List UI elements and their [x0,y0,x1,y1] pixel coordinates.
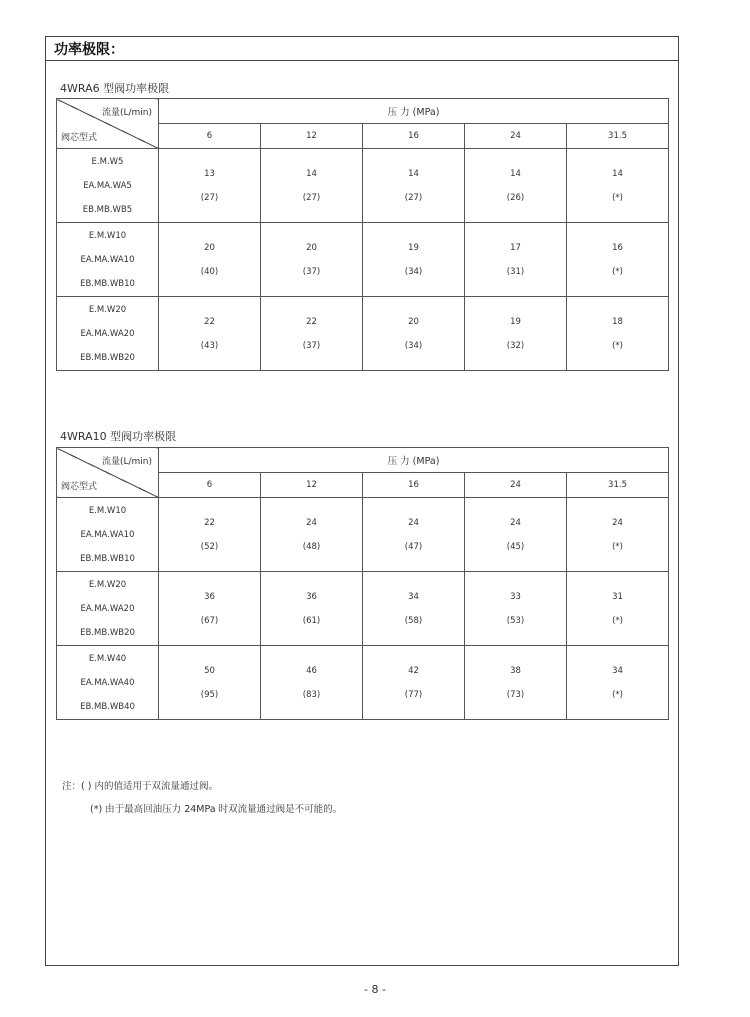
spool-name: E.M.W5 [91,156,124,167]
dual-flow-value: (31) [506,266,525,277]
table-row [57,572,669,646]
pressure-value: 6 [159,124,261,149]
dual-flow-value: (73) [506,689,525,700]
table-row [57,498,669,572]
spool-name: EA.MA.WA5 [83,180,132,191]
dual-flow-value: (27) [404,192,423,203]
value-cell [465,297,567,371]
spool-name: EB.MB.WB10 [80,553,135,564]
table-row [57,297,669,371]
dual-flow-value: (77) [404,689,423,700]
dual-flow-value: (37) [302,340,321,351]
single-flow-value: 13 [204,168,215,179]
value-cell [159,572,261,646]
value-cell [567,498,669,572]
value-cell [567,223,669,297]
single-flow-value: 14 [510,168,521,179]
spool-cell [57,149,159,223]
pressure-value: 16 [363,124,465,149]
spool-name: EA.MA.WA40 [80,677,135,688]
spool-name: EA.MA.WA20 [80,603,135,614]
single-flow-value: 20 [306,242,317,253]
spool-cell [57,572,159,646]
dual-flow-value: (45) [506,541,525,552]
corner-cell [57,448,159,498]
spool-name: EA.MA.WA10 [80,529,135,540]
page-number: - 8 - [364,983,386,996]
single-flow-value: 36 [306,591,317,602]
table-caption: 4WRA10 型阀功率极限 [60,430,177,443]
spool-type-header: 阀芯型式 [61,482,98,492]
single-flow-value: 14 [612,168,623,179]
dual-flow-value: (58) [404,615,423,626]
value-cell [363,646,465,720]
header-row [57,448,669,473]
dual-flow-value: (34) [404,340,423,351]
value-cell [363,149,465,223]
dual-flow-value: (26) [506,192,525,203]
spool-name: E.M.W10 [88,230,127,241]
pressure-value: 31.5 [567,473,669,498]
header-bar [46,37,678,61]
value-cell [567,572,669,646]
spool-name: E.M.W10 [88,505,127,516]
note-asterisk: (*) 由于最高回油压力 24MPa 时双流量通过阀是不可能的。 [90,804,343,815]
single-flow-value: 24 [408,517,419,528]
pressure-header: 压 力 (MPa) [159,448,669,473]
spool-name: E.M.W20 [88,579,127,590]
value-cell [363,297,465,371]
corner-cell [57,99,159,149]
dual-flow-value: (*) [612,340,623,351]
pressure-value: 12 [261,124,363,149]
single-flow-value: 22 [204,517,215,528]
single-flow-value: 17 [510,242,521,253]
dual-flow-value: (52) [200,541,219,552]
dual-flow-value: (48) [302,541,321,552]
value-cell [465,149,567,223]
spool-name: EB.MB.WB20 [80,352,135,363]
value-cell [465,498,567,572]
value-cell [261,572,363,646]
value-cell [363,223,465,297]
pressure-value: 24 [465,473,567,498]
page-heading: 功率极限： [54,42,124,58]
spool-name: EB.MB.WB20 [80,627,135,638]
table-row [57,223,669,297]
dual-flow-value: (*) [612,541,623,552]
single-flow-value: 24 [612,517,623,528]
pressure-value: 16 [363,473,465,498]
value-cell [261,646,363,720]
single-flow-value: 22 [306,316,317,327]
single-flow-value: 34 [408,591,419,602]
value-cell [159,149,261,223]
dual-flow-value: (37) [302,266,321,277]
dual-flow-value: (*) [612,615,623,626]
note-dual-flow: 注：( ) 内的值适用于双流量通过阀。 [62,781,218,792]
spool-cell [57,498,159,572]
dual-flow-value: (43) [200,340,219,351]
power-limit-table-4wra6 [56,98,669,371]
single-flow-value: 31 [612,591,623,602]
dual-flow-value: (40) [200,266,219,277]
single-flow-value: 18 [612,316,623,327]
table-caption: 4WRA6 型阀功率极限 [60,82,170,95]
pressure-value: 31.5 [567,124,669,149]
value-cell [363,572,465,646]
single-flow-value: 46 [306,665,317,676]
value-cell [159,223,261,297]
dual-flow-value: (83) [302,689,321,700]
spool-name: EB.MB.WB5 [82,204,133,215]
dual-flow-value: (32) [506,340,525,351]
spool-name: E.M.W20 [88,304,127,315]
value-cell [159,498,261,572]
single-flow-value: 24 [306,517,317,528]
value-cell [261,223,363,297]
spool-name: EA.MA.WA10 [80,254,135,265]
dual-flow-value: (67) [200,615,219,626]
value-cell [261,297,363,371]
spool-cell [57,646,159,720]
power-limit-table-4wra10 [56,447,669,720]
single-flow-value: 20 [204,242,215,253]
dual-flow-value: (61) [302,615,321,626]
single-flow-value: 33 [510,591,521,602]
flow-header: 流量(L/min) [101,457,152,467]
value-cell [567,149,669,223]
dual-flow-value: (27) [200,192,219,203]
dual-flow-value: (34) [404,266,423,277]
value-cell [159,297,261,371]
table-row [57,149,669,223]
single-flow-value: 38 [510,665,521,676]
spool-cell [57,297,159,371]
spool-name: EB.MB.WB10 [80,278,135,289]
value-cell [261,149,363,223]
pressure-value: 6 [159,473,261,498]
table-row [57,646,669,720]
dual-flow-value: (53) [506,615,525,626]
value-cell [567,646,669,720]
single-flow-value: 19 [510,316,521,327]
value-cell [465,572,567,646]
spool-name: EA.MA.WA20 [80,328,135,339]
dual-flow-value: (47) [404,541,423,552]
value-cell [567,297,669,371]
dual-flow-value: (95) [200,689,219,700]
value-cell [465,646,567,720]
spool-name: E.M.W40 [88,653,127,664]
single-flow-value: 19 [408,242,419,253]
spool-type-header: 阀芯型式 [61,133,98,143]
single-flow-value: 36 [204,591,215,602]
spool-name: EB.MB.WB40 [80,701,135,712]
single-flow-value: 20 [408,316,419,327]
dual-flow-value: (27) [302,192,321,203]
pressure-value: 24 [465,124,567,149]
value-cell [465,223,567,297]
single-flow-value: 16 [612,242,623,253]
flow-header: 流量(L/min) [101,108,152,118]
single-flow-value: 14 [306,168,317,179]
value-cell [159,646,261,720]
value-cell [363,498,465,572]
pressure-header: 压 力 (MPa) [159,99,669,124]
dual-flow-value: (*) [612,689,623,700]
single-flow-value: 14 [408,168,419,179]
pressure-value: 12 [261,473,363,498]
single-flow-value: 50 [204,665,215,676]
spool-cell [57,223,159,297]
value-cell [261,498,363,572]
single-flow-value: 24 [510,517,521,528]
single-flow-value: 34 [612,665,623,676]
dual-flow-value: (*) [612,192,623,203]
header-row [57,99,669,124]
dual-flow-value: (*) [612,266,623,277]
single-flow-value: 22 [204,316,215,327]
single-flow-value: 42 [408,665,419,676]
